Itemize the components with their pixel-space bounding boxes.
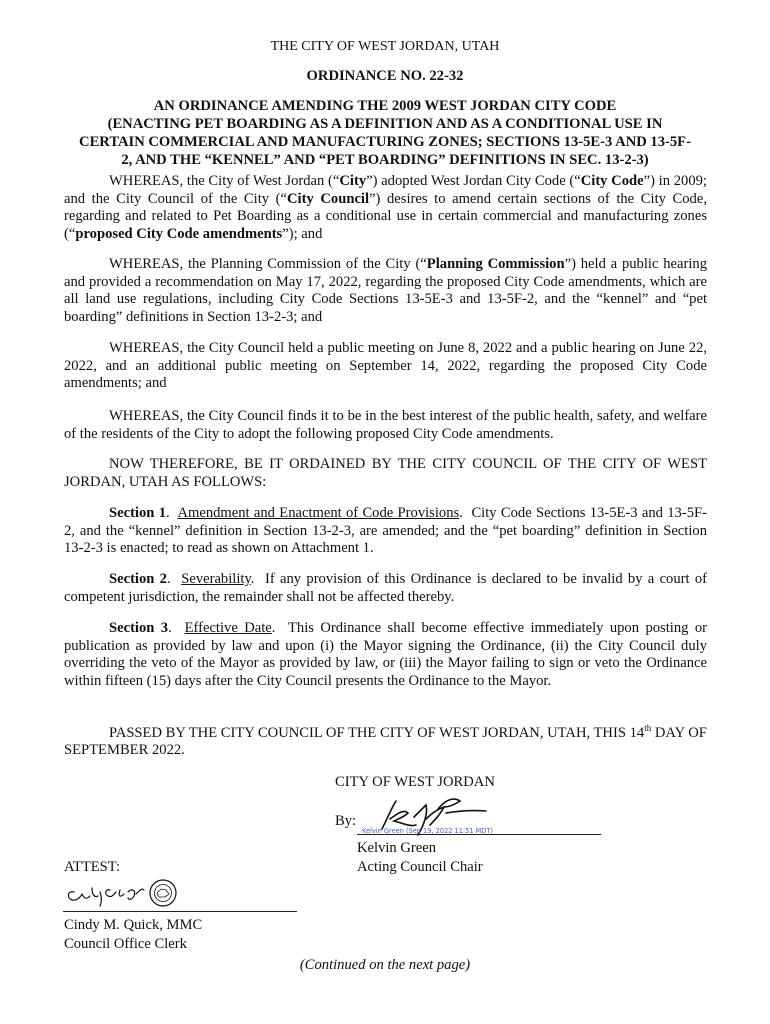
ordaining-clause: NOW THEREFORE, BE IT ORDAINED BY THE CITY COUNCIL OF THE CITY OF WEST JORDAN, UTAH AS FOLLOWS:: [64, 456, 707, 490]
whereas-paragraph-2: [64, 256, 707, 326]
ordinance-number: ORDINANCE NO. 22-32: [306, 68, 464, 84]
defined-term: proposed City Code amendments: [75, 225, 283, 242]
text-run: ”) in 2009; and the City Council of the City (“: [64, 173, 707, 207]
section-heading: Severability: [181, 571, 251, 587]
whereas-paragraph-3: WHEREAS, the City Council held a public meeting on June 8, 2022 and a public hearing on June 22, 2022, and an additional public meeting on September 14, 2022, regarding the proposed City Code amendments; and: [64, 340, 707, 392]
clerk-signature-line: [63, 911, 297, 912]
by-label: By:: [335, 813, 357, 829]
e-signature-stamp: Kelvin Green (Sep 19, 2022 11:51 MDT): [362, 827, 493, 835]
text-run: ”) desires to amend certain sections of the City Code, regarding and related to Pet Boarding as a conditional use in certain commercial and manufacturing zones (“: [64, 190, 707, 242]
section-label: Section 3: [109, 620, 169, 636]
clerk-title: Council Office Clerk: [64, 936, 187, 952]
defined-term: City Council: [287, 190, 370, 207]
section-heading: Effective Date: [184, 620, 272, 636]
text-run: WHEREAS, the City of West Jordan (“: [109, 173, 340, 189]
city-of-west-jordan-label: CITY OF WEST JORDAN: [335, 774, 495, 790]
clerk-name: Cindy M. Quick, MMC: [64, 917, 203, 933]
text-run: PASSED BY THE CITY COUNCIL OF THE CITY OF WEST JORDAN, UTAH, THIS 14: [109, 724, 645, 741]
defined-term: City Code: [580, 173, 644, 189]
ordinance-title: [62, 97, 708, 169]
section-heading: Amendment and Enactment of Code Provisions: [177, 505, 460, 521]
passed-statement: [64, 720, 707, 760]
text-run: ”); and: [282, 225, 323, 242]
signer-name: Kelvin Green: [357, 840, 437, 856]
section-body: If any provision of this Ordinance is declared to be invalid by a court of competent jurisdiction, the remainder shall not be affected thereby.: [64, 571, 707, 605]
title-line: AN ORDINANCE AMENDING THE 2009 WEST JORDAN CITY CODE: [153, 98, 617, 114]
text-run: WHEREAS, the Planning Commission of the City (“: [109, 256, 427, 272]
continued-note: (Continued on the next page): [299, 957, 471, 973]
section-body: This Ordinance shall become effective immediately upon posting or publication as provided by law and upon (i) the Mayor signing the Ordinance, (ii) the City Council duly overriding the veto of the Mayor as provided by law, or (iii) the Mayor failing to sign or veto the Ordinance within fifteen (15) days after the City Council presents the Ordinance to the Mayor.: [64, 620, 707, 689]
section-body: City Code Sections 13-5E-3 and 13-5F-2, and the “kennel” definition in Section 13-2-3, are amended; and the “pet boarding” definition in Section 13-2-3 is enacted; to read as shown on Attachment 1.: [64, 505, 707, 557]
section-2: Section 2. Severability. If any provision of this Ordinance is declared to be invalid by a court of competent jurisdiction, the remainder shall not be affected thereby.: [64, 571, 707, 605]
whereas-paragraph-4: WHEREAS, the City Council finds it to be in the best interest of the public health, safety, and welfare of the residents of the City to adopt the following proposed City Code amendments.: [64, 408, 707, 442]
text-run: ”) held a public hearing and provided a recommendation on May 17, 2022, regarding the proposed City Code amendments, which are all land use regulations, including City Code Sections 13-5E-3 and 13-5F-2, and the “kennel” and “pet boarding” definitions in Section 13-2-3; and: [64, 256, 708, 325]
chair-signature-line: [357, 834, 601, 835]
title-line: (ENACTING PET BOARDING AS A DEFINITION AND AS A CONDITIONAL USE IN: [107, 116, 663, 132]
attest-label: ATTEST:: [64, 859, 121, 875]
text-run: DAY OF SEPTEMBER 2022.: [64, 724, 707, 759]
section-1: Section 1. Amendment and Enactment of Code Provisions. City Code Sections 13-5E-3 and 13-5F-2, and the “kennel” definition in Section 13-2-3, are amended; and the “pet boarding” definition in Section 13-2-3 is enacted; to read as shown on Attachment 1.: [64, 505, 707, 557]
section-3: Section 3. Effective Date. This Ordinance shall become effective immediately upon posting or publication as provided by law and upon (i) the Mayor signing the Ordinance, (ii) the City Council duly overriding the veto of the Mayor as provided by law, or (iii) the Mayor failing to sign or veto the Ordinance within fifteen (15) days after the City Council presents the Ordinance to the Mayor.: [64, 620, 707, 689]
title-line: CERTAIN COMMERCIAL AND MANUFACTURING ZONES; SECTIONS 13-5E-3 AND 13-5F-: [79, 134, 691, 150]
city-header: THE CITY OF WEST JORDAN, UTAH: [270, 39, 500, 54]
defined-term: City: [339, 173, 367, 189]
defined-term: Planning Commission: [426, 256, 565, 272]
title-line: 2, AND THE “KENNEL” AND “PET BOARDING” DEFINITIONS IN SEC. 13-2-3): [121, 152, 649, 168]
whereas-paragraph-1: [64, 173, 707, 243]
section-label: Section 2: [109, 571, 167, 587]
text-run: ”) adopted West Jordan City Code (“: [366, 173, 581, 189]
clerk-signature-image: [62, 876, 187, 912]
ordinal-suffix: th: [644, 723, 652, 733]
signer-title: Acting Council Chair: [357, 859, 483, 875]
section-label: Section 1: [109, 505, 166, 521]
